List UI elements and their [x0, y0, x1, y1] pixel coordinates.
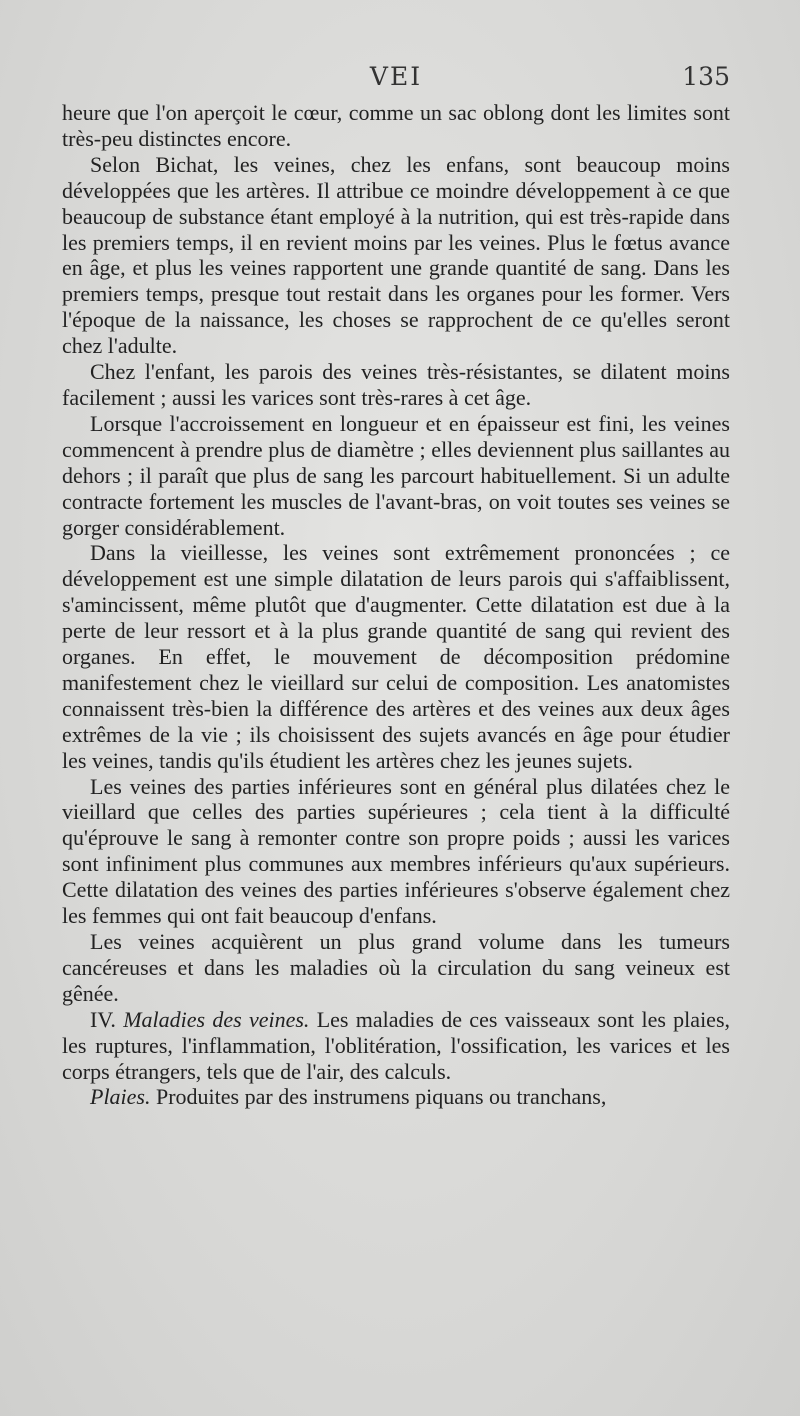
paragraph: Les veines acquièrent un plus grand volume dans les tumeurs cancéreuses et dans les maladies où la circulation du sang veineux est gênée.: [62, 929, 730, 1006]
body-text: [62, 100, 730, 1110]
paragraph: Selon Bichat, les veines, chez les enfans, sont beaucoup moins développées que les artères. Il attribue ce moindre développement à ce que beaucoup de substance étant employé à la nutrition, qui est très-rapide dans les premiers temps, il en revient moins par les veines. Plus le fœtus avance en âge, et plus les veines rapportent une grande quantité de sang. Dans les premiers temps, presque tout restait dans les organes pour les former. Vers l'époque de la naissance, les choses se rapprochent de ce qu'elles seront chez l'adulte.: [62, 151, 730, 359]
subsection-paragraph: [62, 1084, 730, 1110]
running-head: VEI: [369, 62, 423, 91]
section-text: Les maladies de ces vaisseaux sont les plaies, les ruptures, l'inflammation, l'oblitération, l'ossification, les varices et les corps étrangers, tels que de l'air, des calculs.: [62, 1006, 731, 1084]
section-paragraph: [62, 1007, 730, 1085]
paragraph: Lorsque l'accroissement en longueur et en épaisseur est fini, les veines commencent à prendre plus de diamètre ; elles deviennent plus saillantes au dehors ; il paraît que plus de sang les parcourt habituellement. Si un adulte contracte fortement les muscles de l'avant-bras, on voit toutes ses veines se gorger considérablement.: [62, 410, 730, 540]
paragraph: Dans la vieillesse, les veines sont extrêmement prononcées ; ce développement est une simple dilatation de leurs parois qui s'affaiblissent, s'amincissent, même plutôt que d'augmenter. Cette dilatation est due à la perte de leur ressort et à la plus grande quantité de sang qui revient des organes. En effet, le mouvement de décomposition prédomine manifestement chez le vieillard sur celui de composition. Les anatomistes connaissent très-bien la différence des artères et des veines aux deux âges extrêmes de la vie ; ils choisissent des sujets avancés en âge pour étudier les veines, tandis qu'ils étudient les artères chez les jeunes sujets.: [62, 540, 730, 773]
paragraph: Chez l'enfant, les parois des veines très-résistantes, se dilatent moins facilement ; aussi les varices sont très-rares à cet âge.: [62, 359, 730, 410]
subsection-text: Produites par des instrumens piquans ou tranchans,: [150, 1084, 607, 1110]
section-numeral: IV.: [90, 1006, 116, 1032]
page-header: [62, 62, 730, 98]
page-number: 135: [682, 62, 730, 91]
paragraph-continuation: heure que l'on aperçoit le cœur, comme un sac oblong dont les limites sont très-peu distinctes encore.: [62, 100, 730, 151]
subsection-heading: Plaies.: [90, 1084, 151, 1110]
paragraph: Les veines des parties inférieures sont en général plus dilatées chez le vieillard que celles des parties supérieures ; cela tient à la difficulté qu'éprouve le sang à remonter contre son propre poids ; aussi les varices sont infiniment plus communes aux membres inférieurs qu'aux supérieurs. Cette dilatation des veines des parties inférieures s'observe également chez les femmes qui ont fait beaucoup d'enfans.: [62, 773, 730, 929]
section-heading: Maladies des veines.: [123, 1006, 310, 1032]
